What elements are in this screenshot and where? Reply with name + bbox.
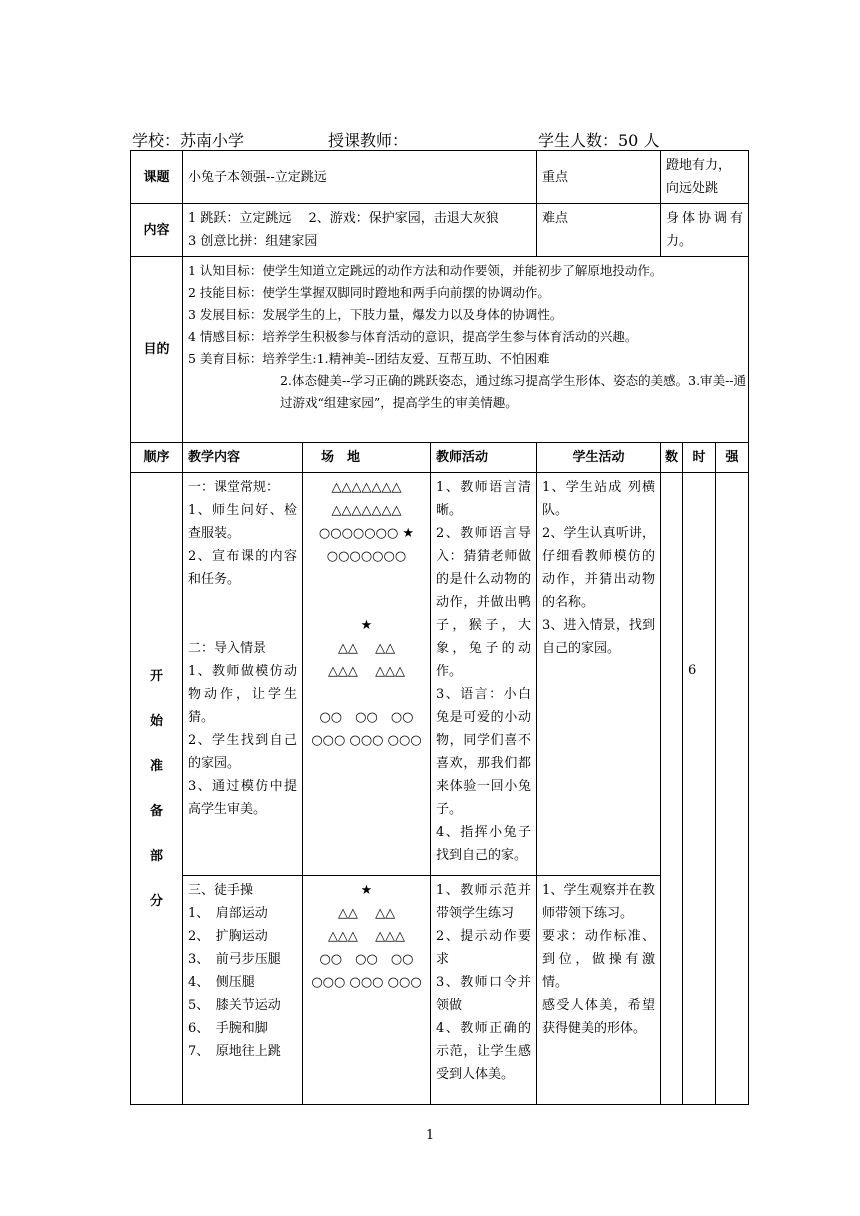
section-char: 准 (149, 758, 163, 774)
teaching-line: 1、 肩部运动 (188, 906, 268, 921)
teaching-line: 三、徒手操 (188, 883, 254, 898)
teacher-activity-line: 2、提示动作要求 (436, 929, 532, 967)
teaching-line: 5、 膝关节运动 (188, 998, 281, 1013)
student-activity-line: 感受人体美，希望获得健美的形体。 (542, 998, 656, 1036)
key-label: 重点 (542, 169, 569, 185)
section-char: 备 (149, 803, 163, 819)
content-value (183, 204, 537, 257)
col-intensity: 强 (716, 443, 749, 473)
teaching-line: 2、 扩胸运动 (188, 929, 268, 944)
teacher-star: ★ (360, 883, 373, 898)
teacher-activity-line: 1、教师示范并带领学生练习 (436, 883, 532, 921)
formation-circles: ○○ ○○ ○○ (319, 952, 414, 967)
warmup-teacher-activity (431, 473, 537, 876)
goals-label: 目的 (131, 257, 183, 443)
topic-row (131, 151, 749, 204)
teaching-spacer (188, 591, 297, 637)
goal-cognitive: 1 认知目标：使学生知道立定跳远的动作方法和动作要领，并能初步了解原地投动作。 (188, 263, 663, 278)
teaching-line: 1、教师做模仿动物动作，让学生猜。 (188, 664, 297, 725)
difficulty-value: 身体协调有力。 (661, 204, 749, 257)
topic-label: 课题 (131, 151, 183, 204)
goal-skill: 2 技能目标：使学生掌握双脚同时蹬地和两手向前摆的协调动作。 (188, 285, 550, 300)
teaching-line: 7、 原地往上跳 (188, 1044, 281, 1059)
teaching-line: 二：导入情景 (188, 641, 267, 656)
warmup-student-activity (537, 473, 661, 876)
student-activity-line: 要求：动作标准、到位，做操有激情。 (542, 929, 656, 990)
goal-aesthetic: 5 美育目标：培养学生:1.精神美--团结友爱、互帮互助、不怕困难 (188, 351, 550, 366)
formation-triangles: △△△△△△△ (331, 503, 402, 518)
intensity-cell (716, 473, 749, 1105)
teacher-activity-line: 3、教师口令并领做 (436, 975, 532, 1013)
section-label (131, 473, 183, 1105)
section-char: 分 (149, 893, 163, 909)
warmup-field-diagram (303, 473, 431, 876)
content-row (131, 204, 749, 257)
teacher-star: ★ (360, 618, 373, 633)
col-student: 学生活动 (537, 443, 661, 473)
teaching-line: 2、学生找到自己的家园。 (188, 733, 297, 771)
formation-triangles: △△△ △△△ (327, 929, 406, 944)
teacher-activity-line: 3、语言：小白兔是可爱的小动物，同学们喜不喜欢，那我们都来体验一回小兔子。 (436, 687, 532, 817)
teaching-line: 一：课堂常规： (188, 480, 280, 495)
formation-triangles: △△△△△△△ (331, 480, 402, 495)
col-time: 时 (683, 443, 716, 473)
exercise-student-activity (537, 876, 661, 1105)
teacher-activity-line: 4、教师正确的示范，让学生感受到人体美。 (436, 1021, 532, 1082)
formation-triangles: △△ △△ (337, 906, 396, 921)
formation-circles: ○○○○○○○ ★ (318, 526, 415, 541)
time-cell: 6 (683, 473, 716, 1105)
lesson-plan-table (130, 150, 749, 1105)
field-spacer (308, 568, 425, 614)
goal-development: 3 发展目标：发展学生的上，下肢力量，爆发力以及身体的协调性。 (188, 307, 563, 322)
column-header-row (131, 443, 749, 473)
col-teaching: 教学内容 (183, 443, 303, 473)
formation-triangles: △△△ △△△ (327, 664, 406, 679)
content-line: 3 创意比拼：组建家园 (188, 234, 318, 249)
formation-circles: ○○○ ○○○ ○○○ (311, 733, 422, 748)
lesson-header (132, 128, 752, 150)
col-teacher: 教师活动 (431, 443, 537, 473)
warmup-teaching (183, 473, 303, 876)
content-line: 1 跳跃：立定跳远 2、游戏：保护家园，击退大灰狼 (188, 211, 499, 226)
key-cell (661, 151, 749, 204)
teaching-line: 6、 手腕和脚 (188, 1021, 268, 1036)
formation-circles: ○○ ○○ ○○ (319, 710, 414, 725)
key-label-cell (537, 151, 661, 204)
teacher-activity-line: 1、教师语言清晰。 (436, 480, 532, 518)
teaching-line: 1、师生问好、检查服装。 (188, 503, 297, 541)
col-count: 数 (661, 443, 683, 473)
student-activity-line: 1、学生观察并在教师带领下练习。 (542, 883, 656, 921)
teaching-line: 4、 侧压腿 (188, 975, 255, 990)
section-char: 始 (149, 713, 163, 729)
teacher-name: 授课教师： (328, 131, 409, 150)
exercise-row (131, 876, 749, 1105)
goals-row (131, 257, 749, 443)
teaching-line: 2、宣布课的内容和任务。 (188, 549, 297, 587)
formation-circles: ○○○ ○○○ ○○○ (311, 975, 422, 990)
exercise-field-diagram (303, 876, 431, 1105)
formation-circles: ○○○○○○○ (326, 549, 407, 564)
warmup-row (131, 473, 749, 876)
goal-emotion: 4 情感目标：培养学生积极参与体育活动的意识，提高学生参与体育活动的兴趣。 (188, 329, 638, 344)
section-char: 开 (149, 668, 163, 684)
teaching-line: 3、通过模仿中提高学生审美。 (188, 779, 297, 817)
field-spacer (308, 683, 425, 706)
col-field: 场 地 (303, 443, 431, 473)
teacher-activity-line: 4、指挥小兔子找到自己的家。 (436, 825, 532, 863)
student-activity-line: 2、学生认真听讲，仔细看教师模仿的动作，并猜出动物的名称。 (542, 526, 656, 610)
key-value: 蹬地有力，向远处跳 (666, 158, 732, 196)
teacher-activity-line: 2、教师语言导入：猜猜老师做的是什么动物的动作，并做出鸭子，猴子，大象，兔子的动作。 (436, 526, 532, 679)
exercise-teaching (183, 876, 303, 1105)
col-order: 顺序 (131, 443, 183, 473)
exercise-teacher-activity (431, 876, 537, 1105)
student-activity-line: 3、进入情景，找到自己的家园。 (542, 618, 656, 656)
goals-text (183, 257, 749, 443)
student-activity-line: 1、学生站成 列横队。 (542, 480, 656, 518)
topic-value: 小兔子本领强--立定跳远 (183, 151, 537, 204)
content-label: 内容 (131, 204, 183, 257)
count-cell (661, 473, 683, 1105)
section-char: 部 (149, 848, 163, 864)
goal-aesthetic-detail: 2.体态健美--学习正确的跳跃姿态，通过练习提高学生形体、姿态的美感。3.审美--通过游戏“组建家园”，提高学生的审美情趣。 (280, 373, 747, 410)
student-count: 学生人数：50 人 (538, 131, 660, 150)
page-number: 1 (425, 1128, 435, 1143)
school-name: 学校：苏南小学 (132, 131, 245, 150)
difficulty-label: 难点 (537, 204, 661, 257)
formation-triangles: △△ △△ (337, 641, 396, 656)
teaching-line: 3、 前弓步压腿 (188, 952, 281, 967)
